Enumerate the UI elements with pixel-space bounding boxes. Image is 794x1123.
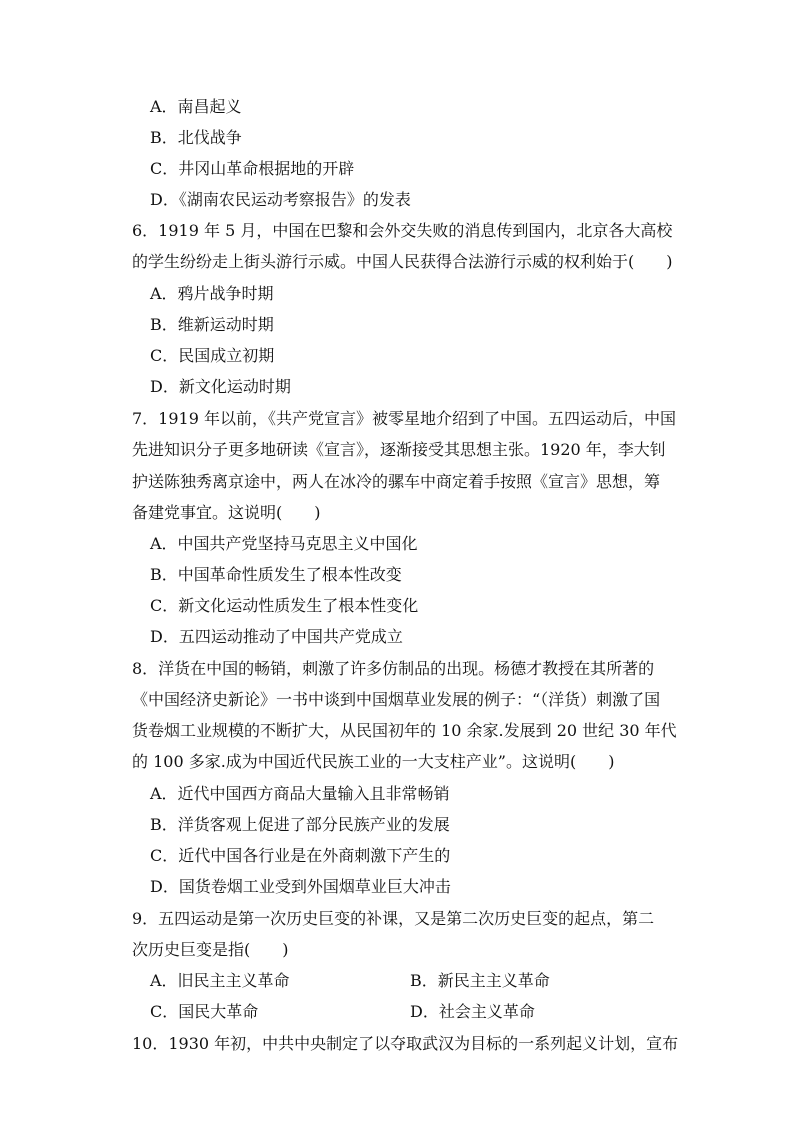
q5-option-a: A．南昌起义 xyxy=(150,97,242,116)
q6-option-b: B．维新运动时期 xyxy=(150,315,274,334)
q6-option-a: A．鸦片战争时期 xyxy=(150,284,274,303)
q7-option-a: A．中国共产党坚持马克思主义中国化 xyxy=(150,534,418,553)
q9-stem-line-2: 次历史巨变是指( ) xyxy=(132,940,289,959)
q7-stem-line-2: 先进知识分子更多地研读《宣言》，逐渐接受其思想主张。1920 年，李大钊 xyxy=(132,440,666,459)
q10-stem-line-1: 10．1930 年初，中共中央制定了以夺取武汉为目标的一系列起义计划，宣布 xyxy=(132,1034,679,1053)
q8-stem-line-3: 货卷烟工业规模的不断扩大，从民国初年的 10 余家.发展到 20 世纪 30 年代 xyxy=(132,721,677,740)
q7-option-b: B．中国革命性质发生了根本性改变 xyxy=(150,565,402,584)
q9-option-d: D．社会主义革命 xyxy=(410,1002,535,1021)
q8-stem-line-1: 8．洋货在中国的畅销，刺激了许多仿制品的出现。杨德才教授在其所著的 xyxy=(132,659,655,678)
q9-option-a: A．旧民主主义革命 xyxy=(150,971,290,990)
q9-option-b: B．新民主主义革命 xyxy=(410,971,550,990)
q6-stem-line-2: 的学生纷纷走上街头游行示威。中国人民获得合法游行示威的权利始于( ) xyxy=(132,252,673,271)
q9-option-c: C．国民大革命 xyxy=(150,1002,259,1021)
q8-option-d: D．国货卷烟工业受到外国烟草业巨大冲击 xyxy=(150,877,451,896)
q7-option-c: C．新文化运动性质发生了根本性变化 xyxy=(150,596,419,615)
q6-stem-line-1: 6．1919 年 5 月，中国在巴黎和会外交失败的消息传到国内，北京各大高校 xyxy=(132,221,673,240)
q9-stem-line-1: 9．五四运动是第一次历史巨变的补课，又是第二次历史巨变的起点，第二 xyxy=(132,909,655,928)
q5-option-d: D．《湖南农民运动考察报告》的发表 xyxy=(150,190,411,209)
q8-stem-line-4: 的 100 多家.成为中国近代民族工业的一大支柱产业”。这说明( ) xyxy=(132,752,615,771)
q6-option-d: D．新文化运动时期 xyxy=(150,377,291,396)
q8-option-b: B．洋货客观上促进了部分民族产业的发展 xyxy=(150,815,450,834)
q5-option-c: C．井冈山革命根据地的开辟 xyxy=(150,159,355,178)
q8-option-a: A．近代中国西方商品大量输入且非常畅销 xyxy=(150,784,450,803)
q6-option-c: C．民国成立初期 xyxy=(150,346,275,365)
q7-option-d: D．五四运动推动了中国共产党成立 xyxy=(150,627,403,646)
q7-stem-line-3: 护送陈独秀离京途中，两人在冰冷的骡车中商定着手按照《宣言》思想，筹 xyxy=(132,472,661,491)
q5-option-b: B．北伐战争 xyxy=(150,128,242,147)
q7-stem-line-1: 7．1919 年以前，《共产党宣言》被零星地介绍到了中国。五四运动后，中国 xyxy=(132,409,676,428)
q8-stem-line-2: 《中国经济史新论》一书中谈到中国烟草业发展的例子：“（洋货）刺激了国 xyxy=(132,690,661,709)
q8-option-c: C．近代中国各行业是在外商刺激下产生的 xyxy=(150,846,451,865)
q7-stem-line-4: 备建党事宜。这说明( ) xyxy=(132,503,321,522)
